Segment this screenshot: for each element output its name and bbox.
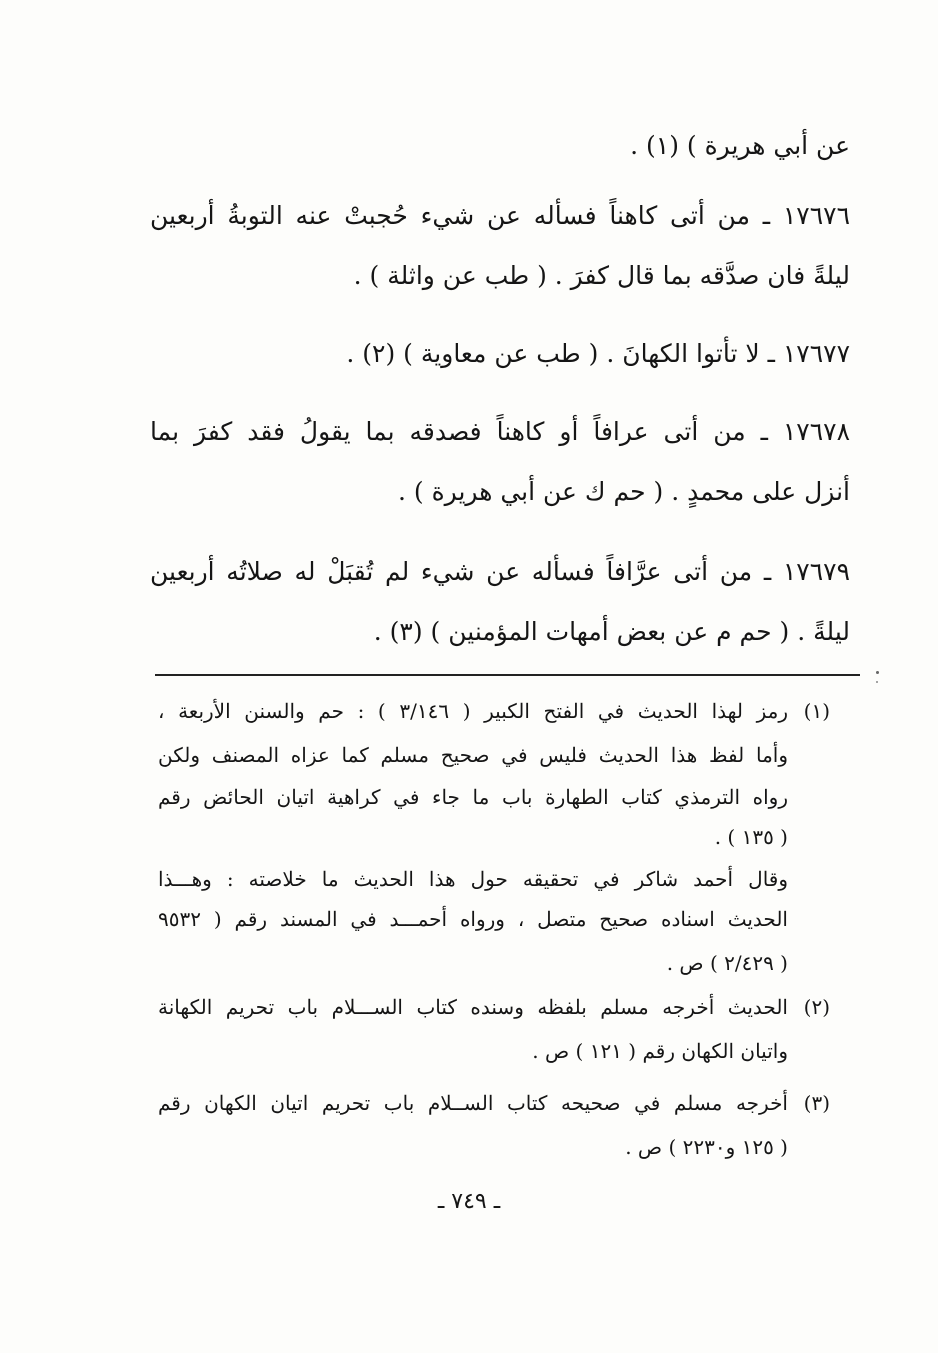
hadith-17679-line-1: ١٧٦٧٩ ـ من أتى عرَّافاً فسأله عن شيء لم تُقبَلْ له صلاتُه أربعين	[150, 557, 850, 586]
hadith-17678-line-1: ١٧٦٧٨ ـ من أتى عرافاً أو كاهناً فصدقه بما يقولُ فقد كفرَ بما	[150, 417, 850, 446]
footnote-1-line: ( ٢/٤٢٩ ) ص .	[666, 951, 788, 975]
footnote-2-line: الحديث أخرجه مسلم بلفظه وسنده كتاب الســـلام باب تحريم الكهانة	[158, 995, 788, 1019]
footnote-number: (٣)	[803, 1091, 830, 1115]
hadith-17678-line-2: أنزل على محمدٍ . ( حم ك عن أبي هريرة ) .	[397, 477, 850, 506]
page-number: ـ ٧٤٩ ـ	[437, 1189, 501, 1214]
scan-speck	[876, 681, 878, 683]
footnote-number: (١)	[803, 699, 830, 723]
hadith-17677-line-1: ١٧٦٧٧ ـ لا تأتوا الكهانَ . ( طب عن معاوية ) (٢) .	[346, 339, 850, 368]
footnote-separator	[155, 674, 860, 676]
footnote-3-line: ( ١٢٥ و٢٢٣٠ ) ص .	[625, 1135, 788, 1159]
footnote-1-line: وأما لفظ هذا الحديث فليس في صحيح مسلم كما عزاه المصنف ولكن	[158, 743, 789, 767]
footnote-1-line: وقال أحمد شاكر في تحقيقه حول هذا الحديث ما خلاصته : وهـــذا	[158, 867, 788, 891]
footnote-1-line: ( ١٣٥ ) .	[714, 825, 788, 849]
footnote-3-line: أخرجه مسلم في صحيحه كتاب الســلام باب تحريم اتيان الكهان رقم	[158, 1091, 788, 1115]
text-line: عن أبي هريرة ) (١) .	[630, 131, 850, 160]
scan-speck	[876, 671, 879, 674]
footnote-number: (٢)	[803, 995, 830, 1019]
hadith-17676-line-1: ١٧٦٧٦ ـ من أتى كاهناً فسأله عن شيء حُجبتْ عنه التوبةُ أربعين	[150, 201, 850, 230]
footnote-2-line: واتيان الكهان رقم ( ١٢١ ) ص .	[532, 1039, 788, 1063]
footnote-1-line: رواه الترمذي كتاب الطهارة باب ما جاء في كراهية اتيان الحائض رقم	[158, 785, 788, 809]
hadith-17676-line-2: ليلةً فان صدَّقه بما قال كفرَ . ( طب عن واثلة ) .	[353, 261, 850, 290]
hadith-17679-line-2: ليلةً . ( حم م عن بعض أمهات المؤمنين ) (٣) .	[373, 617, 850, 646]
footnote-1-line: الحديث اسناده صحيح متصل ، ورواه أحمـــد في المسند رقم ( ٩٥٣٢	[158, 907, 788, 931]
footnote-1-line: رمز لهذا الحديث في الفتح الكبير ( ٣/١٤٦ ) : حم والسنن الأربعة ،	[158, 699, 788, 723]
